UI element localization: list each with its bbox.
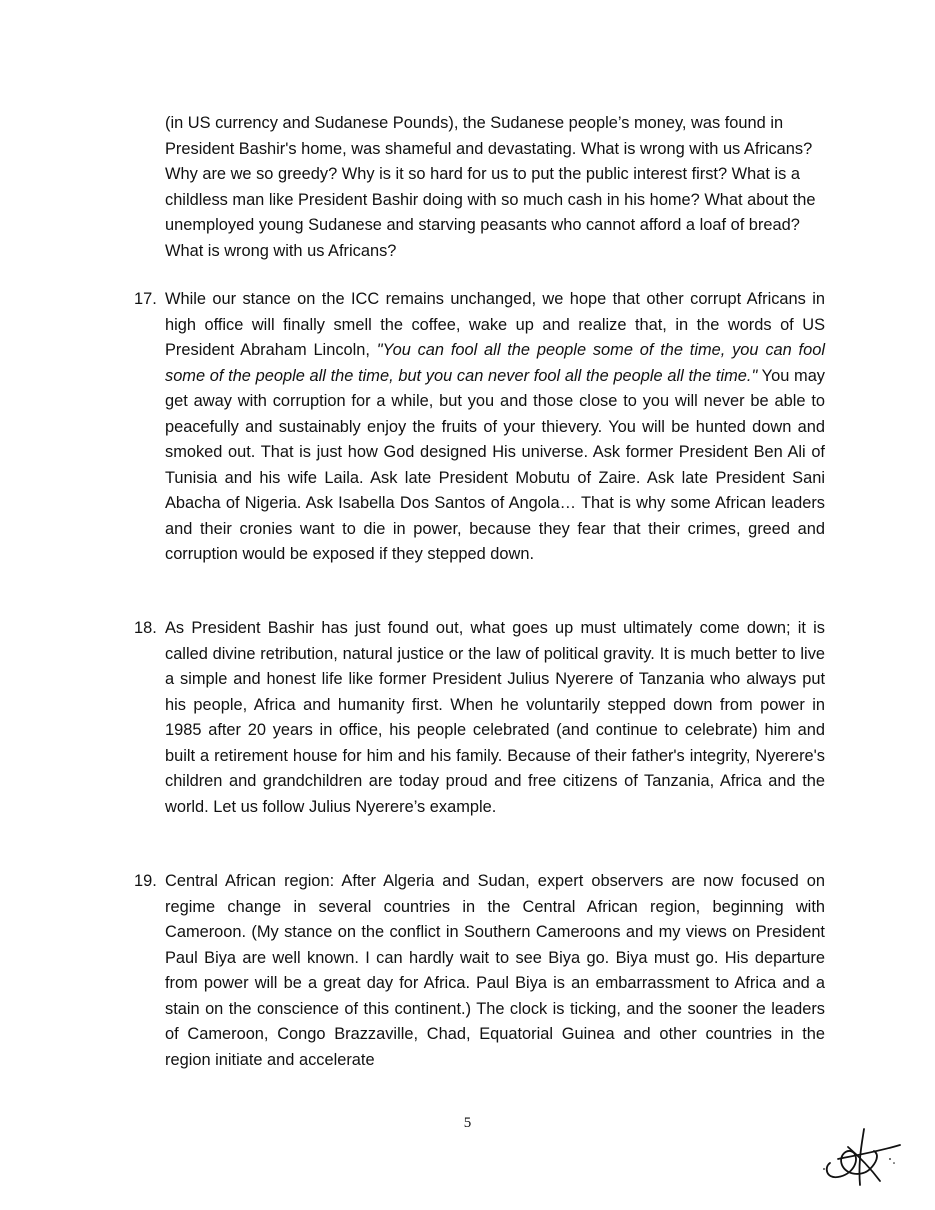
paragraph-number: 17. — [134, 290, 157, 308]
paragraph-18 — [134, 616, 825, 820]
paragraph-number: 18. — [134, 619, 157, 637]
paragraph-text: You may get away with corruption for a while, but you and those close to you will never be able to peacefully and sustainably enjoy the fruits of your thievery. You will be hunted down and smoked out. That is just how God designed His universe. Ask former President Ben Ali of Tunisia and his wife Laila. Ask late President Mobutu of Zaire. Ask late President Sani Abacha of Nigeria. Ask Isabella Dos Santos of Angola… That is why some African leaders and their cronies want to die in power, because they fear that their crimes, greed and corruption would be exposed if they stepped down. — [165, 366, 825, 563]
paragraph-text: Central African region: After Algeria and Sudan, expert observers are now focused on regime change in several countries in the Central African region, beginning with Cameroon. (My stance on the conflict in Southern Cameroons and my views on President Paul Biya are well known. I can hardly wait to see Biya go. Biya must go. His departure from power will be a great day for Africa. Paul Biya is an embarrassment to Africa and a stain on the conscience of this continent.) The clock is ticking, and the sooner the leaders of Cameroon, Congo Brazzaville, Chad, Equatorial Guinea and other countries in the region initiate and accelerate — [165, 872, 825, 1069]
paragraph-continued: (in US currency and Sudanese Pounds), the Sudanese people’s money, was found in President Bashir's home, was shameful and devastating. What is wrong with us Africans? Why are we so greedy? Why is it so hard for us to put the public interest first? What is a childless man like President Bashir doing with so much cash in his home? What about the unemployed young Sudanese and starving peasants who cannot afford a loaf of bread? What is wrong with us Africans? — [165, 114, 816, 260]
signature-mark — [818, 1125, 908, 1190]
lincoln-quote: "You can fool all the people some of the time, you can fool some of the people all the time, but you can never fool all the people all the time." — [165, 341, 825, 385]
page-number: 5 — [463, 1115, 472, 1131]
paragraph-19 — [134, 869, 825, 1073]
paragraph-17 — [134, 287, 825, 568]
paragraph-number: 19. — [134, 872, 157, 890]
paragraph-text: While our stance on the ICC remains unchanged, we hope that other corrupt Africans in high office will finally smell the coffee, wake up and realize that, in the words of US President Abraham Lincoln, — [165, 290, 825, 359]
paragraph-text: As President Bashir has just found out, what goes up must ultimately come down; it is called divine retribution, natural justice or the law of political gravity. It is much better to live a simple and honest life like former President Julius Nyerere of Tanzania who always put his people, Africa and humanity first. When he voluntarily stepped down from power in 1985 after 20 years in office, his people celebrated (and continue to celebrate) him and built a retirement house for him and his family. Because of their father's integrity, Nyerere's children and grandchildren are today proud and free citizens of Tanzania, Africa and the world. Let us follow Julius Nyerere’s example. — [165, 619, 825, 816]
